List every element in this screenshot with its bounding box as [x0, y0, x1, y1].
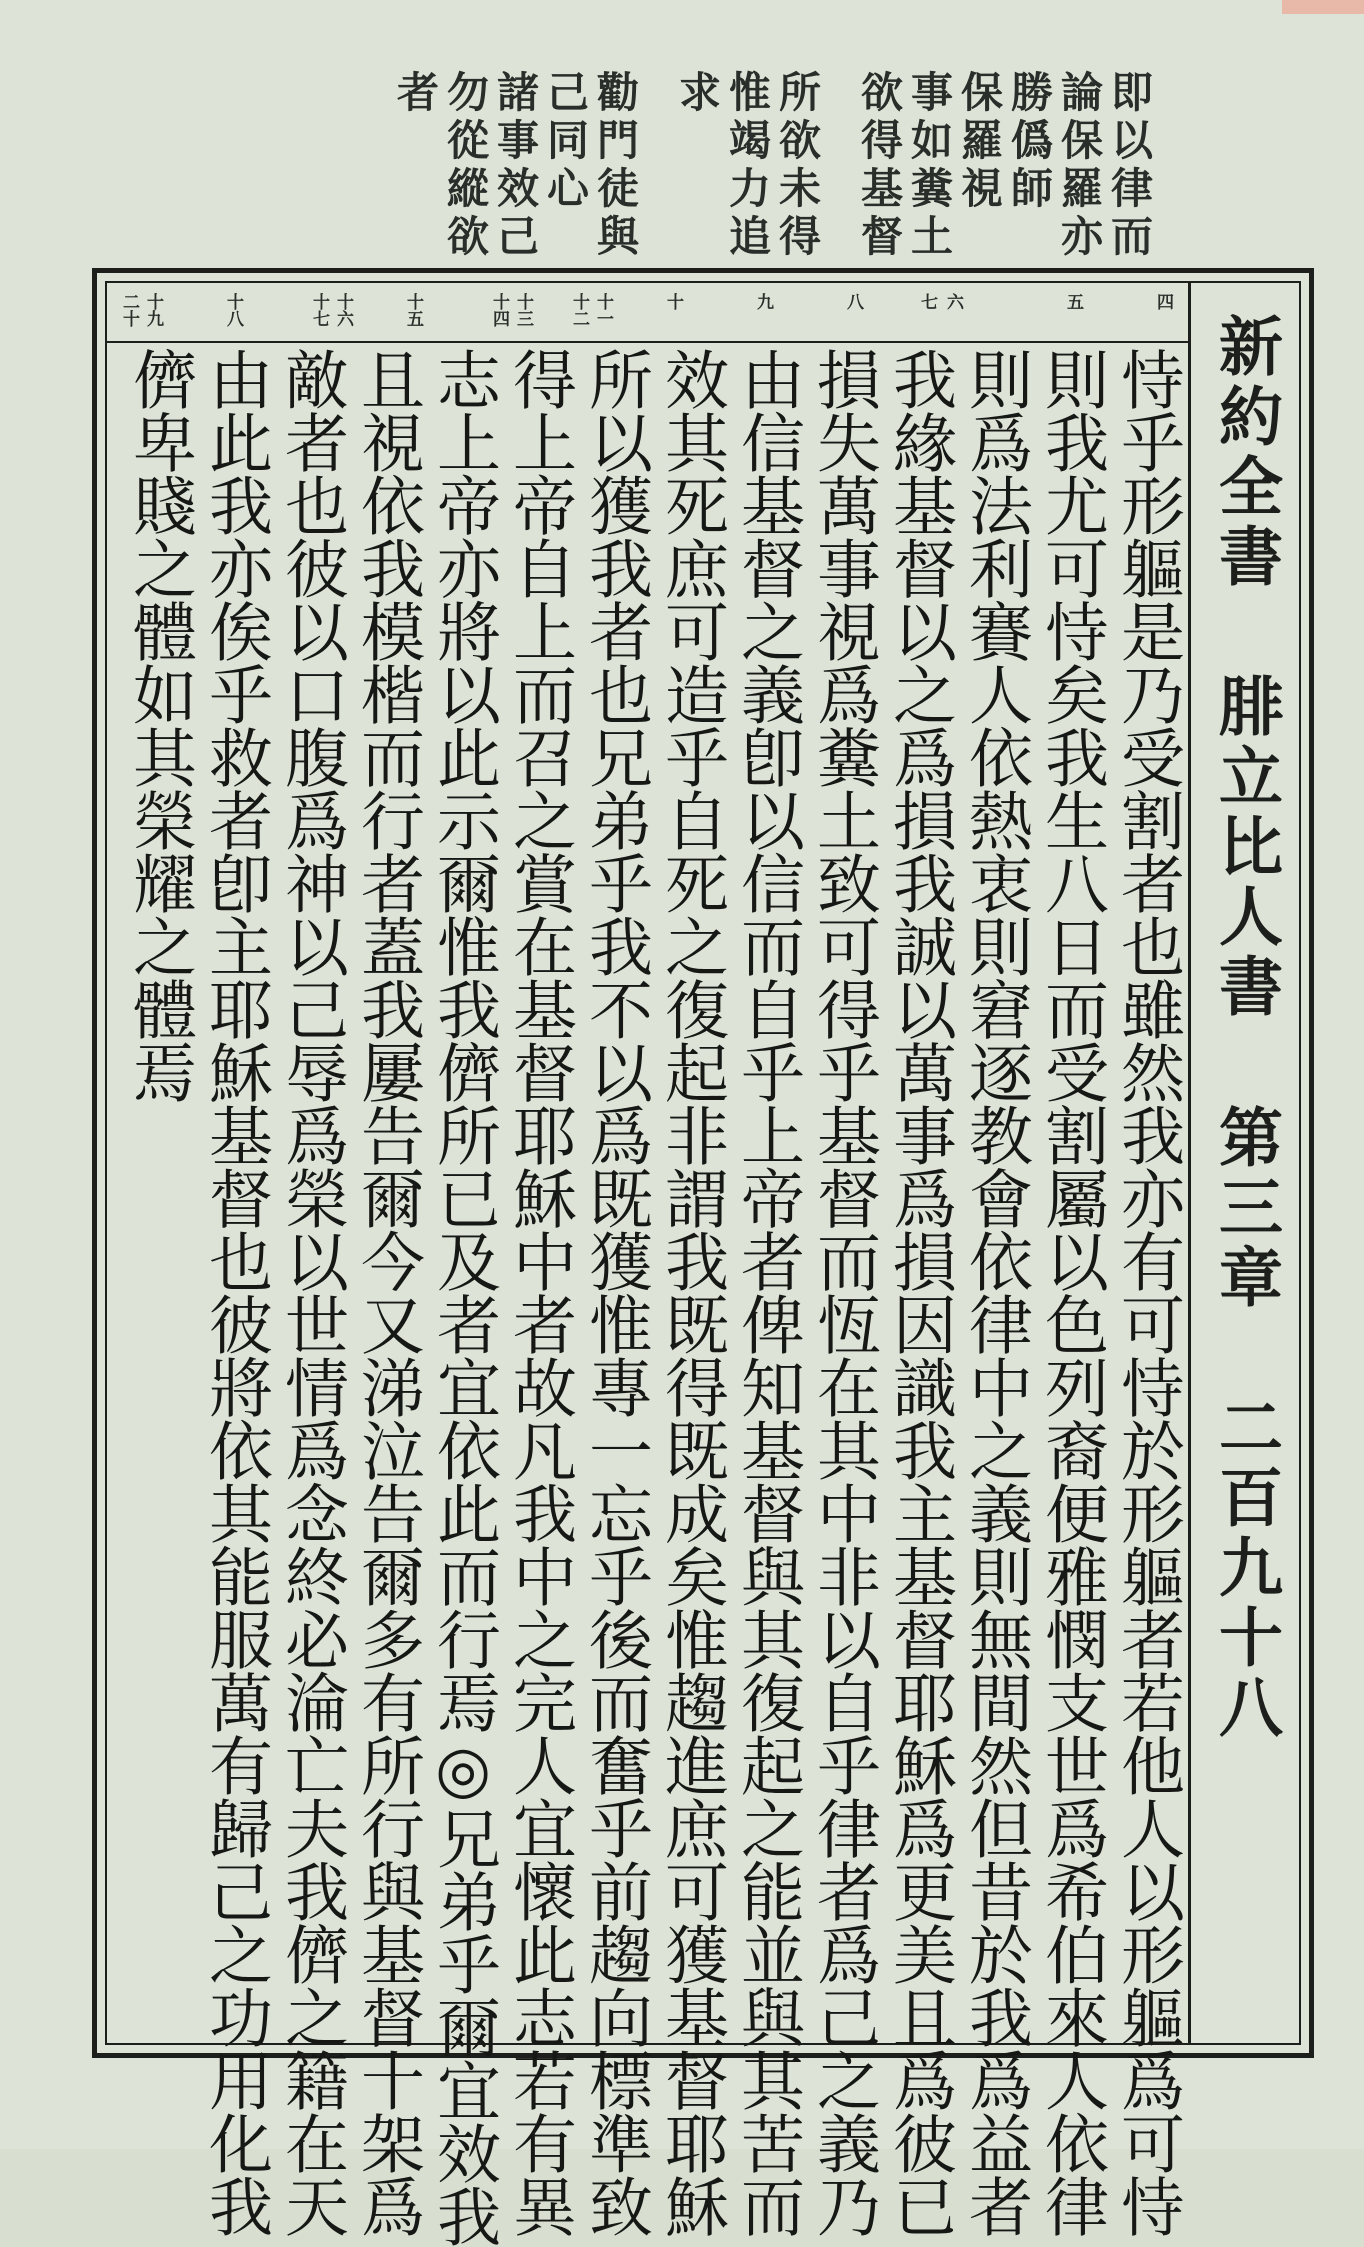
text-frame [92, 268, 1314, 2247]
note-line: 諸事效己 [491, 70, 540, 262]
text-column: 志上帝亦將以此示爾惟我儕所已及者宜依此而行焉◎兄弟乎爾宜效我 [426, 347, 500, 2247]
verse-number: 十八 [223, 293, 243, 327]
verse-number: 十二 [569, 293, 589, 327]
verse-number: 七 [917, 293, 937, 310]
scripture-text [122, 347, 1184, 2247]
verse-number: 五 [1063, 293, 1083, 310]
verse-number: 十三 [513, 293, 533, 327]
verse-number: 六 [943, 293, 963, 310]
marginal-notes [190, 70, 1154, 270]
note-line: 論保羅亦 [1055, 70, 1104, 262]
verse-number: 十七 [309, 293, 329, 327]
text-column: 儕卑賤之體如其榮耀之體焉 [122, 347, 196, 1103]
running-header [1188, 283, 1299, 2043]
note-line: 欲得基督 [855, 70, 904, 262]
text-column: 得上帝自上而召之賞在基督耶穌中者故凡我中之完人宜懷此志若有異 [502, 347, 576, 2237]
note-line: 求 [673, 70, 722, 118]
note-line: 己同心 [541, 70, 590, 214]
text-column: 恃乎形軀是乃受割者也雖然我亦有可恃於形軀者若他人以形軀爲可恃 [1110, 347, 1184, 2237]
text-column: 由此我亦俟乎救者卽主耶穌基督也彼將依其能服萬有歸己之功用化我 [198, 347, 272, 2237]
text-column: 則爲法利賽人依熱衷則窘逐教會依律中之義則無間然但昔於我爲益者 [958, 347, 1032, 2237]
note-line: 者 [391, 70, 440, 118]
note-line: 勝僞師 [1005, 70, 1054, 214]
text-column: 且視依我模楷而行者蓋我屢告爾今又涕泣告爾多有所行與基督十架爲 [350, 347, 424, 2237]
book-title: 新約全書 [1208, 313, 1282, 593]
verse-number: 二十 [119, 293, 139, 327]
text-column: 我緣基督以之爲損我誠以萬事爲損因識我主基督耶穌爲更美且爲彼已 [882, 347, 956, 2237]
page-number: 二百九十八 [1208, 1393, 1282, 1744]
text-column: 所以獲我者也兄弟乎我不以爲既獲惟專一忘乎後而奮乎前趨向標準致 [578, 347, 652, 2237]
verse-number: 十九 [143, 293, 163, 327]
verse-number: 八 [843, 293, 863, 310]
text-column: 由信基督之義卽以信而自乎上帝者俾知基督與其復起之能並與其苦而 [730, 347, 804, 2237]
verse-number: 十五 [403, 293, 423, 327]
page-edge [0, 0, 1364, 14]
note-line: 勸門徒與 [591, 70, 640, 262]
text-column: 則我尤可恃矣我生八日而受割屬以色列裔便雅憫支世爲希伯來人依律 [1034, 347, 1108, 2237]
verse-number: 九 [753, 293, 773, 310]
chapter-label: 第三章 [1208, 1103, 1282, 1314]
note-line: 事如糞土 [905, 70, 954, 262]
text-column: 效其死庶可造乎自死之復起非謂我既得既成矣惟趨進庶可獲基督耶穌 [654, 347, 728, 2237]
note-line: 即以律而 [1105, 70, 1154, 262]
text-column: 損失萬事視爲糞土致可得乎基督而恆在其中非以自乎律者爲己之義乃 [806, 347, 880, 2237]
text-column: 敵者也彼以口腹爲神以己辱爲榮以世情爲念終必淪亡夫我儕之籍在天 [274, 347, 348, 2237]
note-spacer [642, 70, 668, 270]
verse-number: 十四 [489, 293, 509, 327]
note-spacer [824, 70, 850, 270]
verse-number: 十 [663, 293, 683, 310]
text-frame-inner [105, 281, 1301, 2247]
verse-number: 十六 [333, 293, 353, 327]
verse-number-row [107, 283, 1191, 343]
verse-number: 四 [1153, 293, 1173, 310]
running-title [1208, 313, 1282, 1744]
note-line: 惟竭力追 [723, 70, 772, 262]
verse-number: 十一 [593, 293, 613, 327]
note-line: 勿從縱欲 [441, 70, 490, 262]
note-line: 保羅視 [955, 70, 1004, 214]
epistle-title: 腓立比人書 [1208, 673, 1282, 1024]
note-line: 所欲未得 [773, 70, 822, 262]
